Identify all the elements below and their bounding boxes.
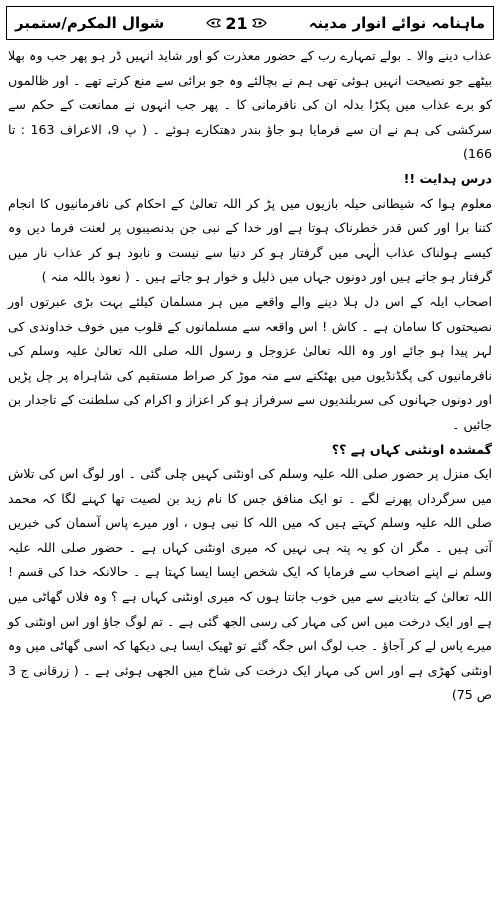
heading-dars-hidayat: درس ہدایت !! bbox=[403, 170, 492, 186]
page-header bbox=[6, 6, 494, 40]
paragraph-story-end: عذاب دینے والا ۔ بولے تمہارے رب کے حضور معذرت کو اور شاید انہیں ڈر ہو پھر جب وہ بھلا بیٹھے جو نصیحت انہیں ہوئی تھی ہم نے بچالئے وہ جو برائی سے منع کرتے تھے ۔ اور ظالموں کو برے عذاب میں پکڑا بدلہ ان کی نافرمانی کا ۔ پھر جب انہوں نے ممانعت کے حکم سے سرکشی کی ہم نے ان سے فرمایا ہو جاؤ بندر دھتکارے ہوئے ۔ ( پ 9، الاعراف 163 : تا 166) bbox=[8, 48, 492, 162]
paragraph-lost-camel: ایک منزل پر حضور صلی اللہ علیہ وسلم کی اونٹنی کہیں چلی گئی ۔ اور لوگ اس کی تلاش میں سرگرداں پھرنے لگے ۔ تو ایک منافق جس کا نام زید بن لصیت تھا کہنے لگا کہ محمد صلی اللہ علیہ وسلم کہتے ہیں کہ میں اللہ کا نبی ہوں ، اور میرے پاس آسمان کی خبریں آتی ہیں ۔ مگر ان کو یہ پتہ ہی نہیں کہ میری اونٹنی کہاں ہے ۔ حضور صلی اللہ علیہ وسلم نے اپنے اصحاب سے فرمایا کہ ایک شخص ایسا ایسا کہتا ہے ۔ حالانکہ خدا کی قسم ! اللہ تعالیٰ کے بتادینے سے میں خوب جانتا ہوں کہ میری اونٹنی کہاں ہے ؟ وہ فلاں گھاٹی میں ہے اور ایک درخت میں اس کی مہار کی رسی الجھ گئی ہے ۔ تم لوگ جاؤ اور اس اونٹنی کو میرے پاس لے کر آجاؤ ۔ جب لوگ اس جگہ گئے تو ٹھیک ایسا ہی دیکھا کہ اسی گھاٹی میں وہ اونٹنی کھڑی ہے اور اس کی مہار ایک درخت کی شاخ میں الجھی ہوئی ہے ۔ ( زرقانی ج 3 ص 75) bbox=[8, 466, 492, 703]
right-ornament-icon bbox=[251, 16, 267, 30]
page-number: 21 bbox=[225, 13, 248, 33]
page-number-ornament bbox=[206, 14, 266, 33]
left-ornament-icon bbox=[206, 16, 222, 30]
article-body bbox=[8, 44, 492, 904]
paragraph-lesson: معلوم ہوا کہ شیطانی حیلہ بازیوں میں پڑ کر اللہ تعالیٰ کے احکام کی نافرمانیوں کا انجام کتنا برا اور کس قدر خطرناک ہوتا ہے اور خدا کے نبی جن بدنصیبوں پر لعنت فرما دیں وہ کیسے ہولناک عذاب الٰہی میں گرفتار ہو کر دنیا سے نیست و نابود ہو کر عذاب نار میں گرفتار ہو جاتے ہیں اور دونوں جہاں میں ذلیل و خوار ہو جاتے ہیں ۔ ( نعوذ باللہ منہ ) bbox=[8, 195, 492, 285]
paragraph-ashab-ailah: اصحاب ایلہ کے اس دل ہلا دینے والے واقعے میں ہر مسلمان کیلئے بہت بڑی عبرتوں اور نصیحتوں کا سامان ہے ۔ کاش ! اس واقعہ سے مسلمانوں کے قلوب میں خوف خداوندی کی لہر پیدا ہو جائے اور وہ اللہ تعالیٰ عزوجل و رسول اللہ صلی اللہ تعالیٰ علیہ وسلم کی نافرمانیوں کی پگڈنڈیوں میں بھٹکنے سے منہ موڑ کر صراط مستقیم کی شاہراہ پر چل پڑیں اور دونوں جہانوں کی سربلندیوں سے سرفراز ہو کر اعزاز و اکرام کی سلطنت کے تاجدار بن جائیں ۔ bbox=[8, 293, 492, 432]
heading-lost-camel: گمشدہ اونٹنی کہاں ہے ؟؟ bbox=[331, 441, 492, 457]
publication-title: ماہنامہ نوائے انوار مدینہ bbox=[308, 14, 485, 32]
issue-month: شوال المکرم/ستمبر bbox=[15, 14, 165, 32]
